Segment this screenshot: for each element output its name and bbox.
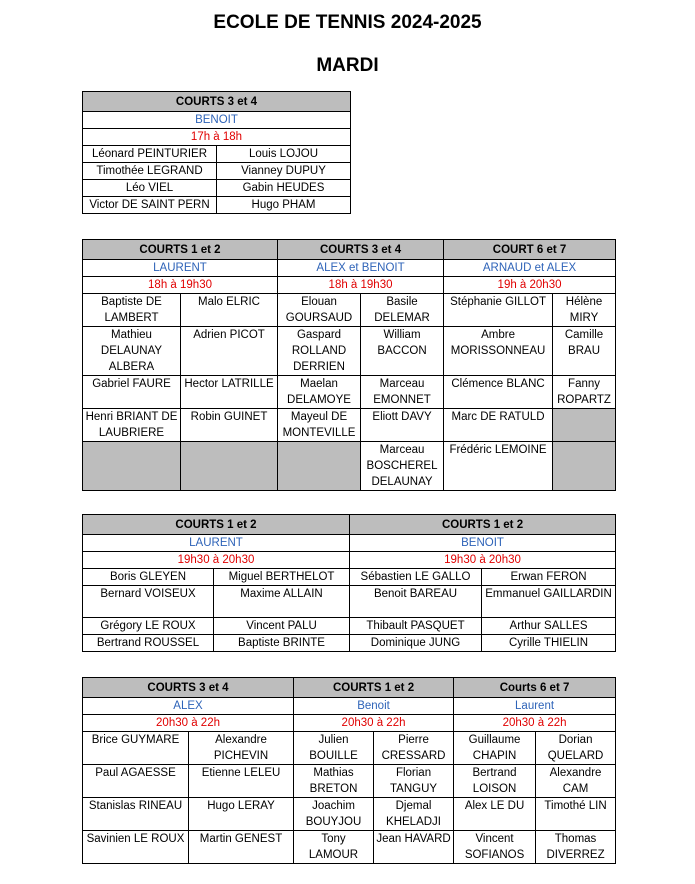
time-slot: 19h30 à 20h30 xyxy=(83,552,350,569)
player-cell: Elouan GOURSAUD xyxy=(278,294,361,327)
court-header: COURTS 3 et 4 xyxy=(83,92,351,112)
empty-cell xyxy=(181,442,278,491)
table-row xyxy=(83,376,616,409)
player-cell: Léo VIEL xyxy=(83,180,217,197)
player-cell: Alexandre PICHEVIN xyxy=(189,732,294,765)
player-cell: Bertrand LOISON xyxy=(454,765,536,798)
day-title: MARDI xyxy=(316,55,379,76)
table-row xyxy=(83,442,616,491)
coach-name: ALEX xyxy=(83,698,294,715)
player-cell: Boris GLEYEN xyxy=(83,569,214,586)
player-cell: Camille BRAU xyxy=(553,327,616,376)
player-cell: Joachim BOUYJOU xyxy=(294,798,374,831)
player-cell: Hector LATRILLE xyxy=(181,376,278,409)
player-cell: Maelan DELAMOYE xyxy=(278,376,361,409)
table-row xyxy=(83,618,616,635)
player-cell: Robin GUINET xyxy=(181,409,278,442)
time-slot: 20h30 à 22h xyxy=(83,715,294,732)
player-cell: Thibault PASQUET xyxy=(350,618,482,635)
player-cell: Alexandre CAM xyxy=(536,765,616,798)
player-cell: Fanny ROPARTZ xyxy=(553,376,616,409)
court-header: COURTS 3 et 4 xyxy=(83,678,294,698)
coach-name: ALEX et BENOIT xyxy=(278,260,444,277)
time-slot: 17h à 18h xyxy=(83,129,351,146)
player-cell: Maxime ALLAIN xyxy=(214,586,350,618)
table-row xyxy=(83,327,616,376)
player-cell: Tony LAMOUR xyxy=(294,831,374,864)
time-slot: 18h à 19h30 xyxy=(83,277,278,294)
table-row xyxy=(83,831,616,864)
court-header: Courts 6 et 7 xyxy=(454,678,616,698)
player-cell: Bertrand ROUSSEL xyxy=(83,635,214,652)
court-header: COURTS 1 et 2 xyxy=(294,678,454,698)
table-row xyxy=(83,586,616,618)
player-cell: Pierre CRESSARD xyxy=(374,732,454,765)
player-cell: Mathieu DELAUNAY ALBERA xyxy=(83,327,181,376)
player-cell: Arthur SALLES xyxy=(482,618,616,635)
empty-cell xyxy=(278,442,361,491)
table-row xyxy=(83,765,616,798)
table-row xyxy=(83,635,616,652)
player-cell: Martin GENEST xyxy=(189,831,294,864)
player-cell: Bernard VOISEUX xyxy=(83,586,214,618)
player-cell: Henri BRIANT DE LAUBRIERE xyxy=(83,409,181,442)
table-row xyxy=(83,146,351,163)
player-cell: Vincent SOFIANOS xyxy=(454,831,536,864)
player-cell: Dominique JUNG xyxy=(350,635,482,652)
coach-name: Benoit xyxy=(294,698,454,715)
player-cell: Hugo PHAM xyxy=(217,197,351,214)
coach-name: BENOIT xyxy=(350,535,616,552)
table-row xyxy=(83,732,616,765)
empty-cell xyxy=(553,409,616,442)
player-cell: Sébastien LE GALLO xyxy=(350,569,482,586)
player-cell: Vincent PALU xyxy=(214,618,350,635)
player-cell: Etienne LELEU xyxy=(189,765,294,798)
coach-name: LAURENT xyxy=(83,535,350,552)
table-row xyxy=(83,163,351,180)
time-slot: 20h30 à 22h xyxy=(454,715,616,732)
court-header: COURTS 1 et 2 xyxy=(350,515,616,535)
schedule-table-17h xyxy=(82,91,351,214)
player-cell: Dorian QUELARD xyxy=(536,732,616,765)
player-cell: Adrien PICOT xyxy=(181,327,278,376)
player-cell: Marc DE RATULD xyxy=(444,409,553,442)
coach-name: LAURENT xyxy=(83,260,278,277)
player-cell: Brice GUYMARE xyxy=(83,732,189,765)
player-cell: Cyrille THIELIN xyxy=(482,635,616,652)
table-row xyxy=(83,409,616,442)
coach-name: Laurent xyxy=(454,698,616,715)
table-row xyxy=(83,294,616,327)
player-cell: Emmanuel GAILLARDIN xyxy=(482,586,616,618)
player-cell: Frédéric LEMOINE xyxy=(444,442,553,491)
player-cell: Clémence BLANC xyxy=(444,376,553,409)
player-cell: Gabriel FAURE xyxy=(83,376,181,409)
player-cell: Stéphanie GILLOT xyxy=(444,294,553,327)
table-row xyxy=(83,180,351,197)
player-cell: Guillaume CHAPIN xyxy=(454,732,536,765)
player-cell: Benoit BAREAU xyxy=(350,586,482,618)
player-cell: Ambre MORISSONNEAU xyxy=(444,327,553,376)
player-cell: Savinien LE ROUX xyxy=(83,831,189,864)
player-cell: Erwan FERON xyxy=(482,569,616,586)
player-cell: Miguel BERTHELOT xyxy=(214,569,350,586)
player-cell: Vianney DUPUY xyxy=(217,163,351,180)
player-cell: Hélène MIRY xyxy=(553,294,616,327)
player-cell: Eliott DAVY xyxy=(361,409,444,442)
time-slot: 18h à 19h30 xyxy=(278,277,444,294)
court-header: COURT 6 et 7 xyxy=(444,240,616,260)
player-cell: Baptiste BRINTE xyxy=(214,635,350,652)
page-title: ECOLE DE TENNIS 2024-2025 xyxy=(213,12,482,33)
player-cell: Paul AGAESSE xyxy=(83,765,189,798)
player-cell: Gaspard ROLLAND DERRIEN xyxy=(278,327,361,376)
court-header: COURTS 1 et 2 xyxy=(83,240,278,260)
player-cell: Hugo LERAY xyxy=(189,798,294,831)
schedule-table-18h xyxy=(82,239,616,491)
player-cell: Grégory LE ROUX xyxy=(83,618,214,635)
player-cell: Timothée LEGRAND xyxy=(83,163,217,180)
empty-cell xyxy=(553,442,616,491)
player-cell: Victor DE SAINT PERN xyxy=(83,197,217,214)
player-cell: Mathias BRETON xyxy=(294,765,374,798)
player-cell: Baptiste DE LAMBERT xyxy=(83,294,181,327)
empty-cell xyxy=(83,442,181,491)
time-slot: 20h30 à 22h xyxy=(294,715,454,732)
player-cell: Jean HAVARD xyxy=(374,831,454,864)
table-row xyxy=(83,798,616,831)
player-cell: Marceau BOSCHEREL DELAUNAY xyxy=(361,442,444,491)
player-cell: Malo ELRIC xyxy=(181,294,278,327)
court-header: COURTS 3 et 4 xyxy=(278,240,444,260)
player-cell: Stanislas RINEAU xyxy=(83,798,189,831)
court-header: COURTS 1 et 2 xyxy=(83,515,350,535)
schedule-table-19h30 xyxy=(82,514,616,652)
coach-name: ARNAUD et ALEX xyxy=(444,260,616,277)
player-cell: Louis LOJOU xyxy=(217,146,351,163)
table-row xyxy=(83,569,616,586)
player-cell: Mayeul DE MONTEVILLE xyxy=(278,409,361,442)
player-cell: Léonard PEINTURIER xyxy=(83,146,217,163)
player-cell: Alex LE DU xyxy=(454,798,536,831)
player-cell: Julien BOUILLE xyxy=(294,732,374,765)
player-cell: Basile DELEMAR xyxy=(361,294,444,327)
player-cell: Timothé LIN xyxy=(536,798,616,831)
time-slot: 19h30 à 20h30 xyxy=(350,552,616,569)
table-row xyxy=(83,197,351,214)
player-cell: William BACCON xyxy=(361,327,444,376)
player-cell: Florian TANGUY xyxy=(374,765,454,798)
player-cell: Gabin HEUDES xyxy=(217,180,351,197)
time-slot: 19h à 20h30 xyxy=(444,277,616,294)
player-cell: Thomas DIVERREZ xyxy=(536,831,616,864)
player-cell: Marceau EMONNET xyxy=(361,376,444,409)
coach-name: BENOIT xyxy=(83,112,351,129)
schedule-table-20h30 xyxy=(82,677,616,864)
player-cell: Djemal KHELADJI xyxy=(374,798,454,831)
